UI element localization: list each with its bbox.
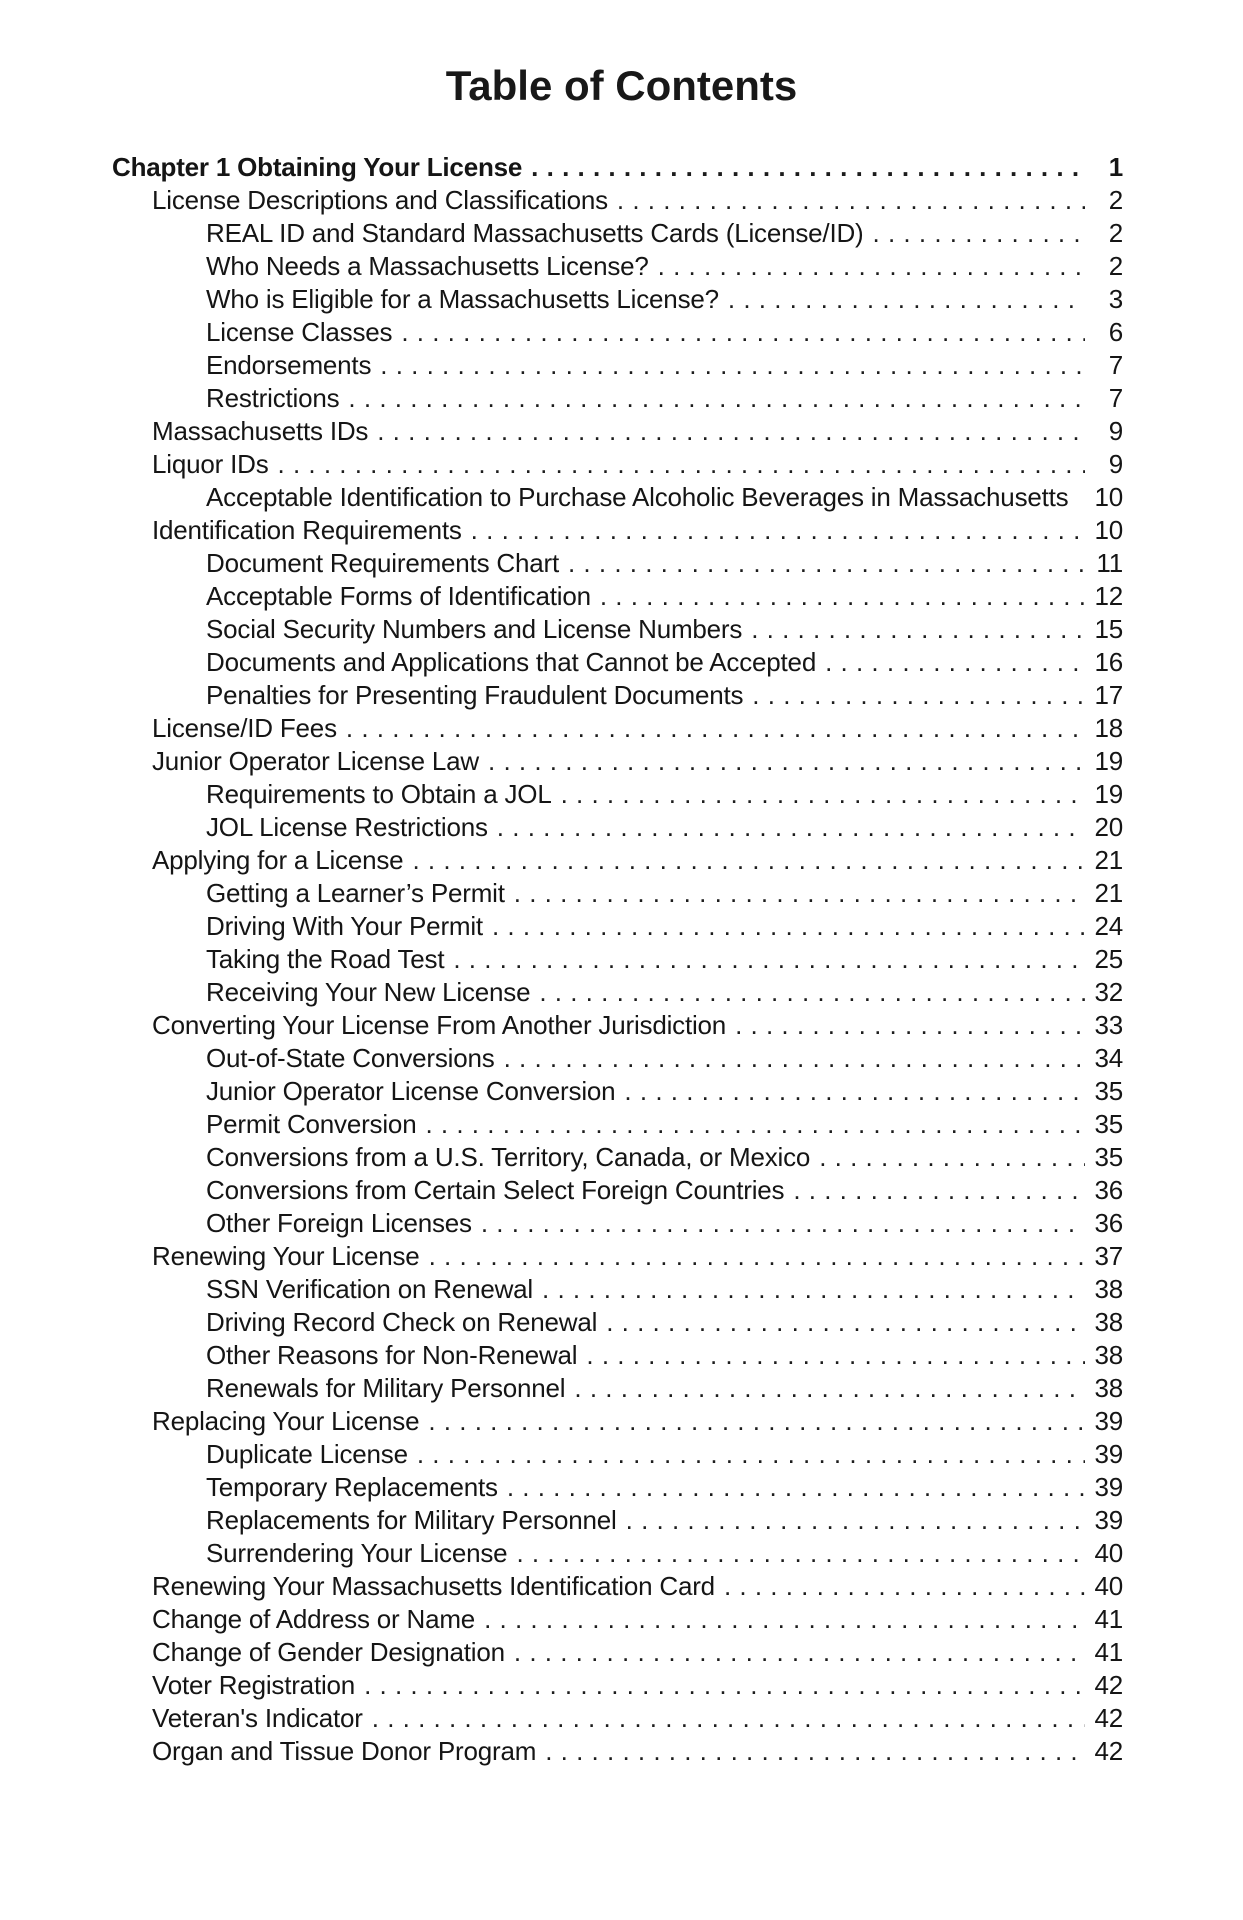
toc-entry [0, 613, 1243, 646]
toc-entry [0, 745, 1243, 778]
dot-leader [751, 613, 1085, 646]
toc-entry [0, 415, 1243, 448]
toc-entry [0, 778, 1243, 811]
toc-entry-label: License Descriptions and Classifications [152, 185, 608, 215]
dot-leader [492, 910, 1085, 943]
toc-entry [0, 1174, 1243, 1207]
dot-leader [586, 1339, 1085, 1372]
toc-entry-label: Conversions from a U.S. Territory, Canada, or Mexico [206, 1142, 811, 1172]
dot-leader [819, 1141, 1085, 1174]
dot-leader [516, 1537, 1085, 1570]
toc-entry-label: Temporary Replacements [206, 1472, 498, 1502]
dot-leader [724, 1570, 1085, 1603]
toc-entry [0, 1339, 1243, 1372]
page-title: Table of Contents [445, 62, 798, 109]
toc-entry-label: Other Reasons for Non-Renewal [206, 1340, 578, 1370]
toc-entry-page-number: 17 [1094, 680, 1123, 710]
toc-entry-label: SSN Verification on Renewal [206, 1274, 534, 1304]
toc-list [0, 151, 1243, 1768]
toc-entry-page-number: 32 [1094, 977, 1123, 1007]
toc-entry-label: Junior Operator License Conversion [206, 1076, 616, 1106]
toc-entry-label: Document Requirements Chart [206, 548, 559, 578]
toc-entry-page-number: 42 [1094, 1736, 1123, 1766]
toc-entry-label: Driving Record Check on Renewal [206, 1307, 598, 1337]
toc-entry-label: Liquor IDs [152, 449, 269, 479]
toc-entry [0, 1669, 1243, 1702]
toc-entry-page-number: 42 [1094, 1670, 1123, 1700]
dot-leader [561, 778, 1085, 811]
toc-entry-label: Replacements for Military Personnel [206, 1505, 617, 1535]
toc-entry [0, 547, 1243, 580]
toc-entry-page-number: 2 [1108, 185, 1123, 215]
toc-entry-page-number: 16 [1094, 647, 1123, 677]
toc-entry-label: Duplicate License [206, 1439, 408, 1469]
toc-entry-page-number: 34 [1094, 1043, 1123, 1073]
toc-entry-page-number: 12 [1094, 581, 1123, 611]
toc-entry-label: Surrendering Your License [206, 1538, 508, 1568]
dot-leader [539, 976, 1085, 1009]
dot-leader [617, 184, 1085, 217]
toc-entry [0, 217, 1243, 250]
toc-entry-page-number: 39 [1094, 1406, 1123, 1436]
toc-entry-label: Applying for a License [152, 845, 404, 875]
toc-entry-label: Organ and Tissue Donor Program [152, 1736, 537, 1766]
dot-leader [481, 1207, 1085, 1240]
toc-entry-label: Who Needs a Massachusetts License? [206, 251, 649, 281]
toc-entry-page-number: 33 [1094, 1010, 1123, 1040]
toc-entry [0, 1438, 1243, 1471]
dot-leader [429, 1240, 1085, 1273]
toc-entry [0, 250, 1243, 283]
toc-entry-page-number: 10 [1094, 482, 1123, 512]
toc-entry-label: Documents and Applications that Cannot be Accepted [206, 647, 817, 677]
toc-entry-page-number: 39 [1094, 1472, 1123, 1502]
toc-entry-label: Acceptable Identification to Purchase Alcoholic Beverages in Massachusetts [206, 482, 1069, 512]
toc-entry-page-number: 21 [1094, 878, 1123, 908]
toc-entry-page-number: 41 [1094, 1637, 1123, 1667]
toc-entry-page-number: 9 [1108, 416, 1123, 446]
toc-entry [0, 1603, 1243, 1636]
toc-entry [0, 1108, 1243, 1141]
dot-leader [531, 151, 1085, 184]
toc-entry-page-number: 24 [1094, 911, 1123, 941]
dot-leader [372, 1702, 1085, 1735]
dot-leader [545, 1735, 1085, 1768]
toc-entry-label: REAL ID and Standard Massachusetts Cards (License/ID) [206, 218, 864, 248]
toc-entry-label: Renewing Your Massachusetts Identification Card [152, 1571, 715, 1601]
toc-entry-page-number: 36 [1094, 1208, 1123, 1238]
toc-entry [0, 316, 1243, 349]
toc-entry [0, 1207, 1243, 1240]
toc-entry-page-number: 2 [1108, 218, 1123, 248]
dot-leader [542, 1273, 1085, 1306]
dot-leader [497, 811, 1085, 844]
toc-entry-page-number: 19 [1094, 779, 1123, 809]
toc-entry [0, 514, 1243, 547]
toc-entry [0, 646, 1243, 679]
toc-entry-label: Replacing Your License [152, 1406, 420, 1436]
toc-entry-label: Acceptable Forms of Identification [206, 581, 591, 611]
toc-entry-page-number: 36 [1094, 1175, 1123, 1205]
toc-entry [0, 1702, 1243, 1735]
toc-entry-page-number: 6 [1108, 317, 1123, 347]
toc-entry-page-number: 38 [1094, 1373, 1123, 1403]
dot-leader [278, 448, 1086, 481]
toc-entry-label: Identification Requirements [152, 515, 462, 545]
toc-entry-label: Getting a Learner’s Permit [206, 878, 505, 908]
dot-leader [364, 1669, 1085, 1702]
toc-entry-page-number: 9 [1108, 449, 1123, 479]
toc-entry [0, 1075, 1243, 1108]
toc-entry-label: Converting Your License From Another Jurisdiction [152, 1010, 727, 1040]
toc-entry [0, 1636, 1243, 1669]
toc-entry-page-number: 20 [1094, 812, 1123, 842]
toc-entry-label: Endorsements [206, 350, 372, 380]
toc-entry-label: Renewing Your License [152, 1241, 420, 1271]
dot-leader [346, 712, 1085, 745]
toc-entry-page-number: 40 [1094, 1538, 1123, 1568]
toc-entry-page-number: 38 [1094, 1274, 1123, 1304]
toc-entry [0, 1141, 1243, 1174]
toc-entry [0, 910, 1243, 943]
toc-entry [0, 679, 1243, 712]
toc-entry-label: Restrictions [206, 383, 340, 413]
toc-entry-page-number: 11 [1096, 548, 1123, 578]
dot-leader [425, 1108, 1085, 1141]
toc-entry [0, 943, 1243, 976]
dot-leader [514, 1636, 1085, 1669]
toc-entry-label: Who is Eligible for a Massachusetts License? [206, 284, 719, 314]
dot-leader [793, 1174, 1085, 1207]
toc-entry [0, 712, 1243, 745]
dot-leader [348, 382, 1085, 415]
toc-entry [0, 1042, 1243, 1075]
toc-entry-page-number: 41 [1094, 1604, 1123, 1634]
dot-leader [380, 349, 1085, 382]
dot-leader [606, 1306, 1085, 1339]
toc-entry-page-number: 38 [1094, 1307, 1123, 1337]
toc-entry [0, 1009, 1243, 1042]
toc-entry-page-number: 7 [1108, 383, 1123, 413]
toc-entry-label: JOL License Restrictions [206, 812, 488, 842]
dot-leader [873, 217, 1085, 250]
toc-entry [0, 1735, 1243, 1768]
toc-entry-label: License/ID Fees [152, 713, 337, 743]
toc-entry [0, 1471, 1243, 1504]
toc-entry [0, 877, 1243, 910]
dot-leader [428, 1405, 1085, 1438]
toc-entry [0, 151, 1243, 184]
toc-entry-label: Driving With Your Permit [206, 911, 483, 941]
toc-entry-label: Veteran's Indicator [152, 1703, 363, 1733]
toc-entry [0, 1372, 1243, 1405]
toc-entry-label: Change of Gender Designation [152, 1637, 505, 1667]
toc-entry [0, 580, 1243, 613]
toc-entry-label: Social Security Numbers and License Numbers [206, 614, 743, 644]
toc-entry-page-number: 39 [1094, 1505, 1123, 1535]
dot-leader [825, 646, 1085, 679]
toc-entry [0, 1306, 1243, 1339]
toc-entry-label: Out-of-State Conversions [206, 1043, 495, 1073]
dot-leader [574, 1372, 1085, 1405]
dot-leader [412, 844, 1085, 877]
toc-entry [0, 382, 1243, 415]
toc-entry [0, 448, 1243, 481]
dot-leader [471, 514, 1085, 547]
toc-entry-label: Voter Registration [152, 1670, 356, 1700]
toc-entry-page-number: 7 [1108, 350, 1123, 380]
toc-entry [0, 1570, 1243, 1603]
toc-entry [0, 976, 1243, 1009]
dot-leader [507, 1471, 1085, 1504]
toc-entry-page-number: 1 [1108, 152, 1123, 182]
toc-entry [0, 1273, 1243, 1306]
toc-entry [0, 1405, 1243, 1438]
toc-entry [0, 283, 1243, 316]
toc-entry [0, 184, 1243, 217]
toc-entry-page-number: 35 [1094, 1109, 1123, 1139]
toc-entry-page-number: 2 [1108, 251, 1123, 281]
toc-entry-page-number: 40 [1094, 1571, 1123, 1601]
toc-entry-label: Renewals for Military Personnel [206, 1373, 566, 1403]
toc-entry-page-number: 37 [1094, 1241, 1123, 1271]
toc-entry [0, 811, 1243, 844]
toc-entry-page-number: 10 [1094, 515, 1123, 545]
toc-entry-label: Other Foreign Licenses [206, 1208, 472, 1238]
dot-leader [504, 1042, 1085, 1075]
dot-leader [514, 877, 1085, 910]
dot-leader [568, 547, 1085, 580]
toc-entry [0, 481, 1243, 514]
dot-leader [728, 283, 1085, 316]
toc-entry-label: Receiving Your New License [206, 977, 531, 1007]
dot-leader [658, 250, 1085, 283]
toc-entry [0, 1504, 1243, 1537]
dot-leader [401, 316, 1085, 349]
toc-entry-label: Chapter 1 Obtaining Your License [112, 152, 523, 182]
toc-entry-label: License Classes [206, 317, 393, 347]
toc-entry-page-number: 15 [1094, 614, 1123, 644]
toc-entry-page-number: 3 [1108, 284, 1123, 314]
toc-entry-label: Junior Operator License Law [152, 746, 480, 776]
toc-entry-page-number: 35 [1094, 1142, 1123, 1172]
toc-entry [0, 1240, 1243, 1273]
dot-leader [752, 679, 1085, 712]
toc-entry-page-number: 25 [1094, 944, 1123, 974]
toc-entry-label: Change of Address or Name [152, 1604, 476, 1634]
toc-entry-page-number: 35 [1094, 1076, 1123, 1106]
toc-entry-label: Conversions from Certain Select Foreign Countries [206, 1175, 785, 1205]
dot-leader [600, 580, 1085, 613]
dot-leader [484, 1603, 1085, 1636]
dot-leader [377, 415, 1085, 448]
toc-entry [0, 349, 1243, 382]
toc-entry-label: Permit Conversion [206, 1109, 417, 1139]
toc-entry-page-number: 18 [1094, 713, 1123, 743]
toc-entry-label: Taking the Road Test [206, 944, 445, 974]
toc-entry-label: Requirements to Obtain a JOL [206, 779, 552, 809]
toc-entry-label: Penalties for Presenting Fraudulent Documents [206, 680, 744, 710]
dot-leader [624, 1075, 1085, 1108]
toc-entry-page-number: 21 [1094, 845, 1123, 875]
toc-entry [0, 1537, 1243, 1570]
toc-entry-page-number: 38 [1094, 1340, 1123, 1370]
dot-leader [626, 1504, 1085, 1537]
toc-entry-label: Massachusetts IDs [152, 416, 369, 446]
dot-leader [735, 1009, 1085, 1042]
toc-entry [0, 844, 1243, 877]
dot-leader [453, 943, 1085, 976]
dot-leader [488, 745, 1085, 778]
dot-leader [417, 1438, 1085, 1471]
toc-entry-page-number: 42 [1094, 1703, 1123, 1733]
toc-entry-page-number: 19 [1094, 746, 1123, 776]
toc-entry-page-number: 39 [1094, 1439, 1123, 1469]
